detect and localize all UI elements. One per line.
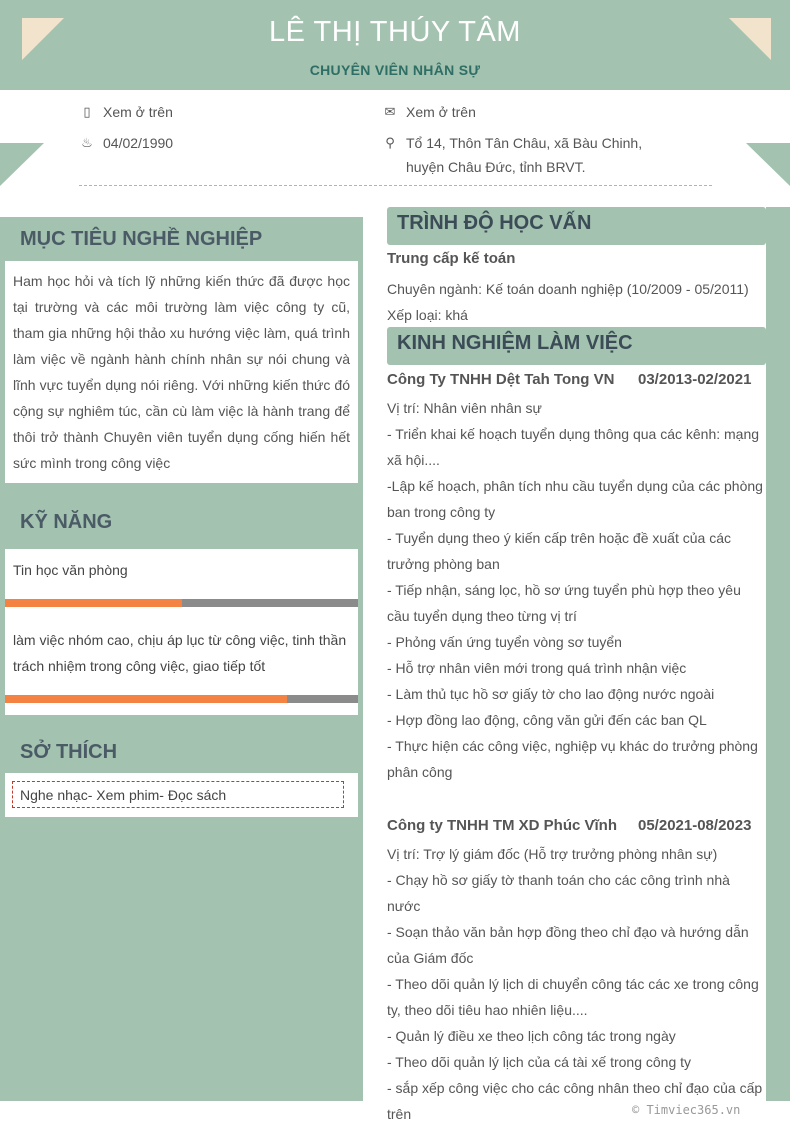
- education-major: Chuyên ngành: Kế toán doanh nghiệp (10/2009 - 05/2011): [387, 281, 749, 297]
- job-1-line: - Hợp đồng lao động, công văn gửi đến các ban QL: [387, 712, 707, 728]
- job-2-line: - Quản lý điều xe theo lịch công tác trong ngày: [387, 1028, 676, 1044]
- contact-address: [382, 131, 712, 181]
- education-school: Trung cấp kế toán: [387, 250, 516, 267]
- email-value: Xem ở trên: [406, 104, 476, 120]
- address-line-1: Tổ 14, Thôn Tân Châu, xã Bàu Chinh,: [406, 135, 643, 151]
- experience-title: KINH NGHIỆM LÀM VIỆC: [387, 327, 766, 365]
- job-1-line: - Hỗ trợ nhân viên mới trong quá trình nhận việc: [387, 660, 687, 676]
- header-band: [0, 0, 790, 90]
- job-2-line: - Theo dõi quản lý lịch của cá tài xế trong công ty: [387, 1054, 692, 1070]
- cake-icon: ♨: [81, 135, 93, 150]
- contact-divider: [79, 185, 712, 186]
- skill-name-1: Tin học văn phòng: [13, 562, 128, 578]
- hobbies-title: SỞ THÍCH: [20, 741, 118, 763]
- footer-credit: © Timviec365.vn: [632, 1103, 741, 1117]
- job-title: CHUYÊN VIÊN NHÂN SỰ: [309, 62, 481, 78]
- job-2-line: - Soạn thảo văn bản hợp đồng theo chỉ đạo và hướng dẫn của Giám đốc: [387, 924, 749, 966]
- job-2-line: - Chạy hồ sơ giấy tờ thanh toán cho các công trình nhà nước: [387, 872, 730, 914]
- address-value: [406, 131, 642, 179]
- map-pin-icon: ⚲: [385, 135, 395, 150]
- objective-text: Ham học hỏi và tích lỹ những kiến thức đã được học tại trường và các môi trường làm việc công ty cũ, tham gia những hội thảo xu hướng việc làm, quá trình làm việc về ngành hành chính nhân sự nói chung và lĩnh vực tuyển dụng nói riêng. Với những kiến thức đó cộng sự nghiêm túc, cần cù làm việc là hành trang để thôi trở thành Chuyên viên tuyển dụng cống hiến hết sức mình trong công việc: [5, 261, 358, 483]
- hobbies-text: Nghe nhạc- Xem phim- Đọc sách: [12, 781, 344, 808]
- skills-title: KỸ NĂNG: [20, 511, 113, 533]
- job-2-period: 05/2021-08/2023: [638, 817, 752, 834]
- job-1-line: - Tuyển dụng theo ý kiến cấp trên hoặc đề xuất của các trưởng phòng ban: [387, 530, 731, 572]
- phone-icon: ▯: [83, 104, 91, 119]
- side-triangle-right: [746, 143, 790, 186]
- job-2-company: Công ty TNHH TM XD Phúc Vĩnh: [387, 817, 617, 834]
- education-title: TRÌNH ĐỘ HỌC VẤN: [387, 207, 766, 245]
- skill-name-2: làm việc nhóm cao, chịu áp lục từ công việc, tinh thần trách nhiệm trong công việc, giao tiếp tốt: [13, 632, 347, 674]
- objective-title: MỤC TIÊU NGHỀ NGHIỆP: [20, 228, 263, 250]
- skill-bar-1: [5, 599, 358, 607]
- contact-email: [382, 100, 682, 124]
- job-2-line: - Theo dõi quản lý lịch di chuyển công tác các xe trong công ty, theo dõi tiêu hao nhiên liệu....: [387, 976, 759, 1018]
- job-1-line: -Lập kế hoạch, phân tích nhu cầu tuyển dụng của các phòng ban trong công ty: [387, 478, 763, 520]
- job-1-line: - Tiếp nhận, sáng lọc, hồ sơ ứng tuyển phù hợp theo yêu cầu tuyển dụng theo từng vị trí: [387, 582, 741, 624]
- birthday-value: 04/02/1990: [103, 135, 174, 151]
- job-1-line: - Làm thủ tục hồ sơ giấy tờ cho lao động nước ngoài: [387, 686, 715, 702]
- side-triangle-left: [0, 143, 44, 186]
- skill-bar-2-fill: [5, 695, 287, 703]
- job-1-line: Vị trí: Nhân viên nhân sự: [387, 400, 542, 416]
- education-grade: Xếp loại: khá: [387, 307, 468, 323]
- job-1-line: - Thực hiện các công việc, nghiệp vụ khác do trưởng phòng phân công: [387, 738, 758, 780]
- job-1-line: - Phỏng vấn ứng tuyển vòng sơ tuyển: [387, 634, 622, 650]
- job-2-line: Vị trí: Trợ lý giám đốc (Hỗ trợ trưởng phòng nhân sự): [387, 846, 718, 862]
- candidate-name: LÊ THỊ THÚY TÂM: [269, 16, 521, 48]
- phone-value: Xem ở trên: [103, 104, 173, 120]
- job-1-company: Công Ty TNHH Dệt Tah Tong VN: [387, 371, 615, 388]
- skill-bar-1-fill: [5, 599, 182, 607]
- job-1-period: 03/2013-02/2021: [638, 371, 752, 388]
- job-2-line: - sắp xếp công việc cho các công nhân theo chỉ đạo của cấp trên: [387, 1080, 763, 1122]
- contact-birthday: [79, 131, 359, 155]
- address-line-2: huyện Châu Đức, tỉnh BRVT.: [406, 159, 586, 175]
- skill-bar-2: [5, 695, 358, 703]
- envelope-icon: ✉: [384, 104, 396, 119]
- job-2-details: [387, 841, 763, 1127]
- contact-phone: [79, 100, 359, 124]
- right-accent-strip: [766, 207, 790, 1101]
- job-1-details: [387, 395, 763, 785]
- job-1-line: - Triển khai kế hoạch tuyển dụng thông qua các kênh: mạng xã hội....: [387, 426, 760, 468]
